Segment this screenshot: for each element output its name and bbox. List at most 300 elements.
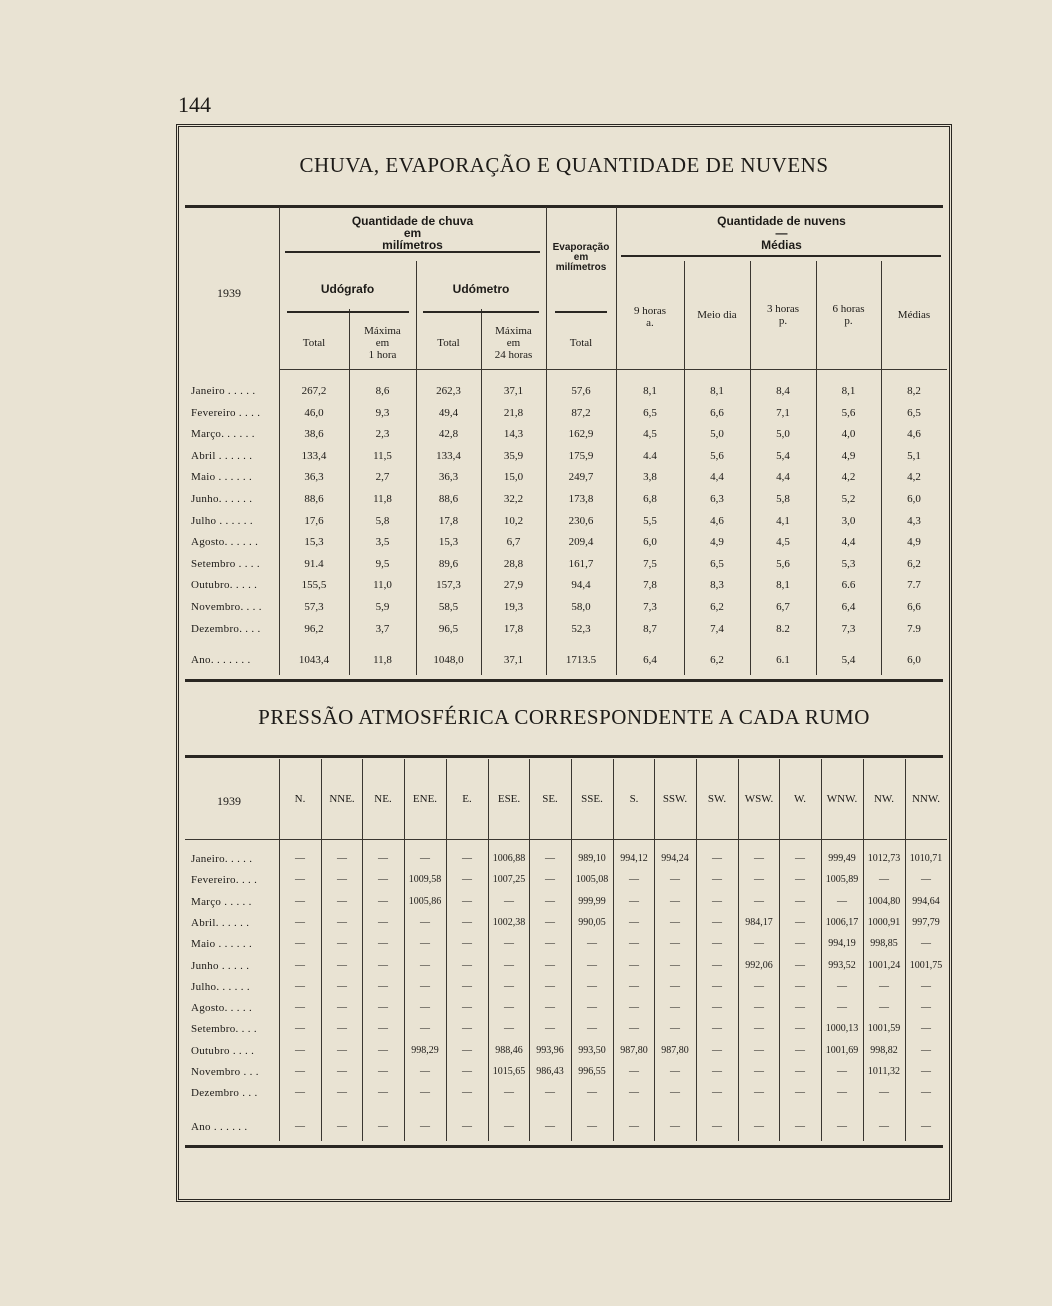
t2-header-rule (185, 839, 947, 840)
t2-cell: — (712, 1066, 722, 1077)
t2-cell: 996,55 (578, 1066, 606, 1077)
t2-cell: — (879, 980, 889, 992)
t2-cell: 1005,86 (408, 895, 442, 907)
t2-cell: 1015,65 (492, 1066, 526, 1077)
t2-col-header: SW. (707, 793, 727, 805)
t1-cell: 8,1 (776, 579, 790, 592)
table1-title: CHUVA, EVAPORAÇÃO E QUANTIDADE DE NUVENS (299, 153, 829, 177)
t1-cell: 96,2 (304, 622, 324, 635)
t1-udo-brace1 (287, 311, 409, 321)
t2-cell: — (754, 874, 764, 886)
t2-cell: — (337, 938, 347, 950)
t1-evap-header-line: Evaporação (552, 242, 610, 253)
t2-cell: 998,82 (870, 1044, 898, 1056)
t2-cell: 989,10 (578, 853, 606, 864)
t2-cell: 1006,88 (492, 853, 526, 864)
t1-header-rule (279, 369, 947, 370)
t1-month-label: Março. . . . . . (191, 428, 255, 441)
t2-cell: — (295, 1023, 305, 1035)
t2-month-label: Maio . . . . . . (191, 938, 253, 951)
t2-cell: — (295, 1120, 305, 1132)
t2-cell: — (921, 1002, 931, 1014)
t1-cell: 5,8 (776, 493, 790, 505)
t2-cell: — (587, 1023, 597, 1035)
t1-cell: 4,5 (643, 428, 657, 441)
t2-cell: 993,96 (536, 1044, 564, 1056)
t2-cell: — (462, 938, 472, 950)
t2-cell: 1001,59 (867, 1023, 901, 1035)
t2-cell: — (504, 959, 514, 971)
t1-cell: 5,2 (841, 493, 856, 505)
t1-cell: 21,8 (503, 406, 524, 419)
t2-cell: — (712, 874, 722, 886)
t1-evap-header-line: em (573, 252, 589, 263)
t2-cell: — (295, 959, 305, 971)
t2-cell: 987,80 (661, 1044, 689, 1056)
t2-cell: — (629, 938, 639, 950)
t2-cell: — (754, 1023, 764, 1035)
t2-cell: — (712, 1044, 722, 1056)
t2-cell: — (462, 916, 472, 928)
t1-cell: 5,6 (841, 406, 856, 419)
t2-cell: — (337, 1066, 347, 1077)
t2-cell: — (420, 1023, 430, 1035)
t1-cell: 5,6 (710, 449, 724, 462)
t1-cell: 4,4 (841, 536, 856, 549)
t2-cell: — (921, 1066, 931, 1077)
t1-cell: 6,8 (643, 493, 657, 505)
t2-cell: — (712, 959, 722, 971)
t1-max1h-line: em (375, 337, 390, 349)
t2-cell: — (337, 916, 347, 928)
t2-cell: — (795, 874, 805, 886)
t1-3h-line: p. (778, 315, 788, 327)
t1-cell: 6,0 (643, 536, 657, 549)
t1-cell: 11,5 (373, 449, 392, 462)
t2-cell: — (378, 895, 388, 907)
t1-cell: 262,3 (436, 385, 461, 397)
t1-cell: 3,0 (841, 514, 856, 527)
t1-rain-header (279, 215, 546, 251)
t2-cell: — (754, 938, 764, 950)
t2-cell: — (712, 1002, 722, 1014)
t1-cell: 3,5 (375, 536, 390, 549)
t1-9h-line: a. (646, 317, 654, 329)
t2-cell: — (295, 938, 305, 950)
t1-cell: 4,6 (710, 514, 724, 527)
t2-cell: — (754, 1087, 764, 1099)
t2-cell: — (754, 895, 764, 907)
t2-cell: — (378, 959, 388, 971)
t1-cell: 155,5 (301, 579, 327, 592)
t2-cell: — (795, 916, 805, 928)
t2-cell: 1006,17 (825, 916, 859, 928)
t2-cell: — (295, 980, 305, 992)
t1-max24h-line: Máxima (495, 325, 532, 337)
t2-cell: — (337, 980, 347, 992)
t1-cell: 267,2 (301, 385, 327, 397)
t2-cell: — (670, 1066, 680, 1077)
table2-top-rule (185, 755, 943, 758)
t1-cell: 15,3 (438, 536, 459, 549)
t1-cell: 8,2 (907, 385, 921, 397)
t1-cell: 4,9 (710, 536, 724, 549)
t2-cell: — (670, 1120, 680, 1132)
t1-cell: 6,4 (643, 654, 657, 667)
t2-cell: — (420, 1002, 430, 1014)
t2-cell: — (754, 853, 764, 864)
t2-cell: — (879, 1002, 889, 1014)
t1-cell: 8.2 (776, 622, 790, 635)
t1-cell: 2,3 (375, 428, 390, 441)
t2-cell: — (420, 980, 430, 992)
t2-cell: — (420, 1087, 430, 1099)
t1-udografo: Udógrafo (320, 282, 375, 296)
t1-cell: 15,0 (503, 471, 524, 484)
t1-cell: 4,4 (710, 471, 724, 484)
t2-month-label: Agosto. . . . . (191, 1002, 253, 1015)
t2-cell: — (837, 1087, 847, 1099)
t2-cell: 988,46 (495, 1044, 523, 1056)
t2-cell: — (754, 1120, 764, 1132)
t1-cell: 8,1 (643, 385, 657, 397)
t2-cell: — (670, 938, 680, 950)
t1-cell: 6,5 (710, 557, 724, 570)
t2-cell: — (879, 1120, 889, 1132)
t1-cell: 52,3 (571, 622, 591, 635)
t1-clouds-header (616, 215, 947, 251)
t1-cell: 4,0 (841, 428, 856, 441)
t1-cell: 5,3 (841, 557, 856, 570)
t1-3h-line: 3 horas (766, 303, 800, 315)
t2-cell: — (795, 1066, 805, 1077)
t2-cell: — (712, 853, 722, 864)
t1-cell: 7.9 (907, 622, 921, 635)
t2-cell: 994,64 (912, 895, 940, 907)
t2-cell: — (587, 1120, 597, 1132)
t2-cell: — (462, 1087, 472, 1099)
t2-cell: — (837, 980, 847, 992)
t1-rain-header-line: milímetros (382, 238, 443, 252)
t2-cell: — (378, 1002, 388, 1014)
t2-cell: 990,05 (578, 916, 606, 928)
t1-cell: 15,3 (304, 536, 324, 549)
t2-cell: — (295, 853, 305, 864)
t1-cell: 37,1 (503, 385, 524, 397)
t2-cell: 1000,13 (825, 1023, 859, 1035)
t1-cell: 46,0 (304, 406, 324, 419)
t1-cell: 6.6 (841, 579, 856, 592)
t2-cell: — (462, 895, 472, 907)
t2-cell: — (420, 916, 430, 928)
t1-cell: 5,4 (841, 654, 856, 667)
t1-cell: 57,3 (304, 601, 324, 613)
table1-top-rule (185, 205, 943, 208)
t1-cell: 36,3 (438, 471, 459, 484)
t2-col-header: W. (793, 793, 807, 805)
t1-cell: 4,2 (841, 471, 856, 484)
t2-cell: — (712, 1087, 722, 1099)
t1-cell: 4,9 (907, 536, 921, 549)
t1-cell: 6,4 (841, 601, 856, 613)
t2-cell: — (504, 1120, 514, 1132)
t2-col-header: SE. (542, 793, 558, 805)
t2-cell: — (754, 980, 764, 992)
t1-rain-header-line: Quantidade de chuva (351, 214, 474, 228)
t1-month-label: Junho. . . . . . (191, 493, 253, 505)
t2-cell: — (420, 1120, 430, 1132)
t1-cell: 209,4 (568, 536, 594, 549)
t1-cell: 4,6 (907, 428, 921, 441)
t2-cell: — (795, 1002, 805, 1014)
t1-cell: 58,0 (571, 601, 591, 613)
t1-cell: 11,8 (373, 654, 392, 667)
t1-cell: 88,6 (438, 493, 459, 505)
t1-rain-brace (285, 251, 540, 261)
t2-cell: — (879, 1087, 889, 1099)
t2-cell: — (587, 980, 597, 992)
t1-month-label: Julho . . . . . . (191, 514, 253, 527)
t1-cell: 87,2 (571, 406, 591, 419)
t2-cell: 1009,58 (408, 874, 442, 886)
t1-cell: 96,5 (438, 622, 459, 635)
t1-cell: 35,9 (503, 449, 524, 462)
t2-cell: — (504, 938, 514, 950)
t2-cell: — (795, 1044, 805, 1056)
t1-cell: 88,6 (304, 493, 324, 505)
t2-cell: — (712, 1023, 722, 1035)
t2-month-label: Novembro . . . (191, 1066, 259, 1078)
t2-col-header: NE. (374, 793, 392, 805)
t2-month-label: Abril. . . . . . (191, 916, 250, 929)
t2-cell: 987,80 (620, 1044, 648, 1056)
t2-cell: — (295, 1044, 305, 1056)
t2-cell: — (795, 853, 805, 864)
t2-cell: — (378, 1044, 388, 1056)
t1-cell: 6,6 (710, 406, 724, 419)
t2-cell: — (921, 1023, 931, 1035)
t1-cell: 2,7 (375, 471, 390, 484)
t2-cell: — (545, 1023, 555, 1035)
t2-cell: — (504, 980, 514, 992)
t2-cell: — (795, 938, 805, 950)
t2-cell: — (712, 1120, 722, 1132)
t2-cell: — (378, 916, 388, 928)
t2-month-label: Fevereiro. . . . (191, 874, 258, 887)
t2-cell: — (879, 874, 889, 886)
t2-cell: — (795, 1023, 805, 1035)
t2-col-header: E. (462, 793, 472, 805)
t2-cell: 1010,71 (909, 853, 943, 864)
t2-cell: — (921, 938, 931, 950)
table-frame (176, 124, 952, 1202)
t1-total-3: Total (569, 337, 593, 349)
t1-cell: 4,5 (776, 536, 790, 549)
t2-cell: — (754, 1044, 764, 1056)
t2-cell: — (462, 1120, 472, 1132)
t2-cell: — (462, 1044, 472, 1056)
t2-cell: — (921, 1087, 931, 1099)
t2-cell: — (545, 1120, 555, 1132)
t2-cell: — (420, 1066, 430, 1077)
t2-cell: — (545, 1087, 555, 1099)
t2-month-label: Outubro . . . . (191, 1044, 255, 1057)
t2-cell: — (378, 1120, 388, 1132)
t2-cell: — (378, 1023, 388, 1035)
t2-cell: — (629, 1087, 639, 1099)
t1-evap-header (546, 243, 616, 273)
t2-cell: — (545, 959, 555, 971)
t1-cell: 8,3 (710, 579, 724, 592)
t1-month-label: Dezembro. . . . (191, 622, 261, 635)
t1-cell: 42,8 (438, 428, 459, 441)
t2-cell: — (545, 980, 555, 992)
t2-cell: — (795, 959, 805, 971)
t2-cell: — (712, 916, 722, 928)
t2-cell: 1005,08 (575, 874, 609, 886)
t2-cell: — (337, 1087, 347, 1099)
t1-cell: 5,6 (776, 557, 790, 570)
t2-cell: — (462, 980, 472, 992)
t1-cell: 8,4 (776, 385, 790, 397)
t2-cell: — (629, 1120, 639, 1132)
t2-col-header: WNW. (826, 793, 858, 805)
table2-bottom-rule (185, 1145, 943, 1148)
t1-cell: 230,6 (568, 514, 594, 527)
t2-cell: — (545, 895, 555, 907)
t1-evap-header-line: milímetros (555, 262, 607, 273)
t2-cell: — (754, 1066, 764, 1077)
t1-cell: 6,2 (710, 654, 724, 667)
t2-cell: 992,06 (745, 959, 773, 971)
t1-clouds-header-line: — (775, 226, 788, 240)
t2-cell: 1012,73 (867, 853, 901, 864)
t2-cell: 998,85 (870, 938, 898, 950)
t1-udometro: Udómetro (452, 282, 510, 296)
t2-cell: — (921, 874, 931, 886)
t1-cell: 32,2 (503, 493, 524, 505)
t2-cell: — (420, 938, 430, 950)
t1-cell: 4,2 (907, 471, 921, 484)
t2-cell: — (837, 1002, 847, 1014)
t1-cell: 5,8 (375, 514, 390, 527)
t2-month-label: Ano . . . . . . (191, 1120, 248, 1133)
t1-max1h-line: 1 hora (368, 349, 397, 361)
t1-cell: 57,6 (571, 385, 591, 397)
t2-cell: — (795, 980, 805, 992)
t1-cell: 4,3 (907, 514, 921, 527)
t2-cell: — (462, 874, 472, 886)
t1-month-label: Ano. . . . . . . (191, 654, 251, 667)
t1-cell: 17,8 (438, 514, 459, 527)
t1-cell: 38,6 (304, 428, 324, 441)
t2-cell: 1002,38 (492, 916, 526, 928)
t2-col-header: WSW. (744, 793, 774, 805)
t1-month-label: Outubro. . . . . (191, 579, 258, 592)
t1-evap-brace (555, 311, 607, 321)
t2-cell: — (670, 874, 680, 886)
t2-cell: — (587, 1087, 597, 1099)
t2-cell: — (462, 959, 472, 971)
t1-month-label: Abril . . . . . . (191, 449, 253, 462)
t1-cell: 6,3 (710, 493, 724, 505)
t2-cell: — (795, 895, 805, 907)
t2-cell: — (295, 874, 305, 886)
t1-3h (750, 303, 816, 327)
t2-cell: — (629, 1066, 639, 1077)
t2-month-label: Setembro. . . . (191, 1023, 257, 1036)
t1-month-label: Setembro . . . . (191, 557, 260, 570)
t2-cell: 1000,91 (867, 916, 901, 928)
t2-col-header: NNW. (911, 793, 940, 805)
t2-cell: — (587, 1002, 597, 1014)
t2-col-header: ESE. (497, 793, 521, 805)
t1-cell: 7,3 (643, 601, 657, 613)
t1-cell: 162,9 (568, 428, 594, 441)
t2-cell: 994,12 (620, 853, 648, 864)
t2-cell: 1011,32 (867, 1066, 901, 1077)
t1-month-label: Maio . . . . . . (191, 471, 253, 484)
t1-cell: 157,3 (436, 579, 461, 592)
t1-6h-line: p. (844, 315, 853, 327)
t2-cell: — (921, 1044, 931, 1056)
t1-9h-line: 9 horas (633, 305, 667, 317)
t2-cell: — (754, 1002, 764, 1014)
t1-cell: 17,8 (503, 622, 524, 635)
t1-cell: 5,0 (710, 428, 724, 441)
t2-cell: — (337, 853, 347, 864)
t2-cell: — (921, 1120, 931, 1132)
t1-clouds-header-line: Médias (761, 238, 802, 252)
t1-cell: 91.4 (304, 557, 324, 570)
t2-cell: 1005,89 (825, 874, 859, 886)
t2-cell: — (504, 1023, 514, 1035)
t1-cell: 11,0 (373, 579, 392, 592)
t2-cell: — (295, 1002, 305, 1014)
t2-cell: 994,19 (828, 938, 856, 950)
t1-cell: 37,1 (503, 654, 524, 667)
t1-cell: 8,1 (710, 385, 724, 397)
t1-cell: 94,4 (571, 579, 591, 592)
t2-cell: — (629, 874, 639, 886)
t2-cell: — (378, 874, 388, 886)
t1-udo-brace2 (423, 311, 539, 321)
t2-cell: — (837, 1120, 847, 1132)
t1-cell: 161,7 (568, 557, 594, 570)
t2-cell: — (337, 1044, 347, 1056)
t2-month-label: Julho. . . . . . (191, 980, 250, 993)
t2-cell: — (295, 1066, 305, 1077)
t1-6h (816, 303, 881, 327)
t2-cell: — (462, 853, 472, 864)
t2-cell: — (712, 980, 722, 992)
t1-cell: 1713.5 (565, 654, 597, 667)
t2-cell: 1004,80 (867, 895, 901, 907)
t1-month-label: Novembro. . . . (191, 601, 262, 613)
t2-cell: 984,17 (745, 916, 773, 928)
t1-cell: 8,6 (375, 385, 390, 397)
t1-cell: 3,8 (643, 471, 657, 484)
t2-cell: — (337, 874, 347, 886)
t2-cell: — (337, 1002, 347, 1014)
t2-cell: — (295, 916, 305, 928)
t1-max1h-line: Máxima (364, 325, 401, 337)
t1-cell: 17,6 (304, 514, 324, 527)
t2-month-label: Dezembro . . . (191, 1087, 258, 1100)
t1-cell: 6,6 (907, 601, 921, 613)
t2-cell: — (462, 1023, 472, 1035)
t2-cell: — (378, 938, 388, 950)
